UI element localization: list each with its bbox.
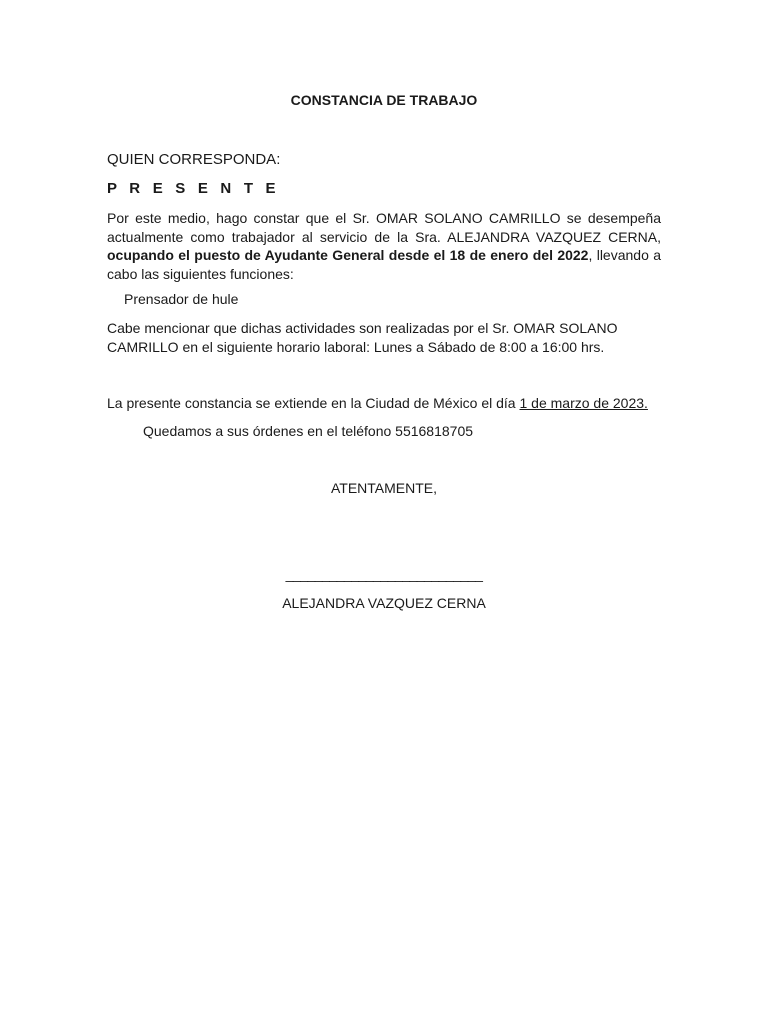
contact-phone-line: Quedamos a sus órdenes en el teléfono 5516818705 [143, 423, 474, 439]
paragraph-1-bold-text: ocupando el puesto de Ayudante General desde el 18 de enero del 2022 [107, 247, 589, 263]
document-title: CONSTANCIA DE TRABAJO [290, 92, 478, 108]
issue-date: 1 de marzo de 2023. [519, 395, 648, 411]
signature-name: ALEJANDRA VAZQUEZ CERNA [282, 595, 486, 611]
presente-heading: P R E S E N T E [107, 180, 280, 197]
paragraph-1-text-end: , llevando a cabo las siguientes funciones: [107, 247, 662, 282]
body-paragraph-2: Cabe mencionar que dichas actividades son realizadas por el Sr. OMAR SOLANO CAMRILLO en el siguiente horario laboral: Lunes a Sábado de 8:00 a 16:00 hrs. [107, 320, 618, 355]
body-paragraph-3 [107, 395, 648, 411]
body-paragraph-1 [107, 209, 661, 283]
paragraph-3-text: La presente constancia se extiende en la Ciudad de México el día [107, 395, 520, 411]
function-item: Prensador de hule [124, 291, 239, 307]
closing: ATENTAMENTE, [330, 480, 438, 496]
salutation: QUIEN CORRESPONDA: [107, 151, 281, 168]
signature-line: ___________________________ [285, 566, 483, 582]
paragraph-1-text-start: Por este medio, hago constar que el Sr. OMAR SOLANO CAMRILLO se desempeña actualmente como trabajador al servicio de la Sra. ALEJANDRA VAZQUEZ CERNA, [107, 210, 661, 245]
